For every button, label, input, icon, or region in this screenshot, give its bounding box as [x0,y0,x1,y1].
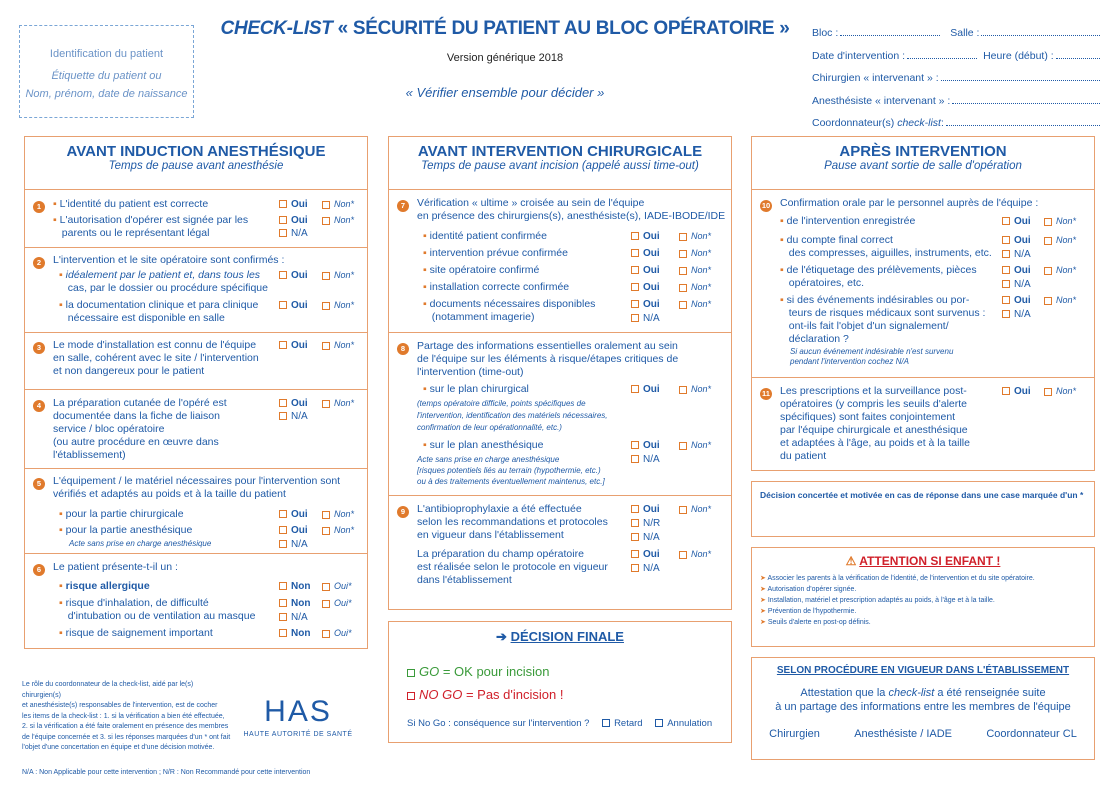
s8-item-anesthesique: sur le plan anesthésique [429,439,544,451]
s7a-oui-checkbox[interactable] [631,232,639,240]
attention-item: ➤ Seuils d'alerte en post-op définis. [760,619,871,626]
patient-label-hint: Étiquette du patient ou [51,70,162,82]
s9b-non-checkbox[interactable] [679,551,687,559]
s10a-non-checkbox[interactable] [1044,218,1052,226]
signature-chirurgien[interactable]: Chirurgien [769,728,820,740]
s3-non-checkbox[interactable] [322,342,330,350]
nogo-consequence: Si No Go : conséquence sur l'intervention ? Retard Annulation [407,718,713,729]
date-field[interactable] [907,49,977,59]
s2-item-documentation: la documentation clinique et para clinique [65,299,259,311]
s1-item-autorisation: L'autorisation d'opérer est signée par les [59,214,249,226]
anesthesiste-field[interactable] [952,94,1100,104]
s10-item-compte: du compte final correct [786,234,893,246]
chirurgien-field[interactable] [941,71,1100,81]
step-3-number: 3 [33,342,45,354]
s9b-oui-checkbox[interactable] [631,550,639,558]
s7b-oui-checkbox[interactable] [631,249,639,257]
s7e-oui-checkbox[interactable] [631,300,639,308]
legend-na-nr: N/A : Non Applicable pour cette intervention ; N/R : Non Recommandé pour cette intervention [22,769,311,776]
s2-item-patient: idéalement par le patient et, dans tous les [65,269,261,281]
s1b-na-checkbox[interactable] [279,229,287,237]
page-title: CHECK-LIST « SÉCURITÉ DU PATIENT AU BLOC OPÉRATOIRE » [220,18,790,39]
s10b-na-checkbox[interactable] [1002,250,1010,258]
s8-text: Partage des informations essentielles oralement au sein de l'équipe sur les éléments à risque/étapes critiques de l'intervention (time-out) [417,340,679,378]
s9a-oui-checkbox[interactable] [631,505,639,513]
s7a-non-checkbox[interactable] [679,233,687,241]
s11-oui-checkbox[interactable] [1002,387,1010,395]
attention-enfant-box [751,547,1095,647]
step-1-number: 1 [33,201,45,213]
nogo-option[interactable]: NO GO = Pas d'incision ! [407,687,563,702]
s7-text: Vérification « ultime » croisée au sein de l'équipe en présence des chirurgiens(s), anesthésiste(s), IADE-IBODE/IDE [417,197,726,222]
motto: « Vérifier ensemble pour décider » [405,85,605,100]
attention-title: ATTENTION SI ENFANT ! [859,554,1001,568]
s7-item-site: site opératoire confirmé [429,264,540,276]
s11-non-checkbox[interactable] [1044,388,1052,396]
s1b-non-checkbox[interactable] [322,217,330,225]
col1-title: AVANT INDUCTION ANESTHÉSIQUE [66,143,326,160]
col3-title: APRÈS INTERVENTION [839,143,1007,160]
s10d-non-checkbox[interactable] [1044,297,1052,305]
s7c-non-checkbox[interactable] [679,267,687,275]
s4-oui-checkbox[interactable] [279,399,287,407]
attention-item: ➤ Associer les parents à la vérification de l'identité, de l'intervention et du site opératoire. [760,575,1035,582]
annulation-checkbox[interactable] [655,719,663,727]
step-10-number: 10 [761,201,771,210]
s11-text: Les prescriptions et la surveillance post- opératoires (y compris les seuils d'alerte spécifiques) sont faites conjointement par l'équipe chirurgicale et anesthésique et adaptées à l'âge, au poids et à la taille du patient [780,385,970,462]
s1-non-checkbox[interactable] [322,201,330,209]
s10-note: Si aucun événement indésirable n'est survenu pendant l'intervention cochez N/A [790,347,954,366]
s2-heading: L'intervention et le site opératoire sont confirmés : [53,254,285,266]
step-7-number: 7 [397,200,409,212]
decision-finale-title: DÉCISION FINALE [510,629,624,644]
column-avant-intervention: AVANT INTERVENTION CHIRURGICALE Temps de pause avant incision (appelé aussi time-out) 7 Vérification « ultime » croisée au sein de l'équipe en présence des chirurgiens(s), anesthésiste(s), IADE-IBODE/IDE ▪ identité patient confirmée ▪ intervention prévue confirmée ▪ site opératoire confirmé ▪ installation correcte confirmée ▪ documents nécessaires disponibles (notamment imagerie) Oui Non* Oui Non* Oui Non* Oui Non* Oui Non* N/A 8 Partage des informations essentielles oralement au sein de l'équipe sur les éléments à risque/étapes critiques de l'intervention (time-out) ▪ sur le plan chirurgical (temps opératoire difficile, points spécifiques de l'intervention, identification des matériels nécessaires, confirmation de leur opérationnalité, etc.) ▪ sur le plan anesthésique Acte sans prise en charge anesthésique [risques potentiels liés au terrain (hypothermie, etc.) ou à des traitements éventuellement maintenus, etc.] Oui Non* Oui Non* N/A 9 L'antibioprophylaxie a été effectuée selon les recommandations et protocoles en vigueur dans l'établissement La préparation du champ opératoire est réalisée selon le protocole en vigueur dans l'établissement Oui Non* N/R N/A Oui Non* N/A [388,136,732,610]
s7c-oui-checkbox[interactable] [631,266,639,274]
s2b-non-checkbox[interactable] [322,302,330,310]
has-logo [238,695,358,738]
s5a-non-checkbox[interactable] [322,511,330,519]
s6b-na-checkbox[interactable] [279,613,287,621]
s5a-oui-checkbox[interactable] [279,510,287,518]
s10d-na-checkbox[interactable] [1002,310,1010,318]
column-avant-induction: AVANT INDUCTION ANESTHÉSIQUE Temps de pause avant anesthésie 1 ▪ L'identité du patient est correcte ▪ L'autorisation d'opérer est signée par les parents ou le représentant légal Oui Non* Oui Non* N/A 2 L'intervention et le site opératoire sont confirmés : ▪ idéalement par le patient et, dans tous les cas, par le dossier ou procédure spécifique ▪ la documentation clinique et para clinique nécessaire est disponible en salle Oui Non* Oui Non* 3 Le mode d'installation est connu de l'équipe en salle, cohérent avec le site / l'intervention et non dangereux pour le patient Oui Non* 4 La préparation cutanée de l'opéré est documentée dans la fiche de liaison service / bloc opératoire (ou autre procédure en œuvre dans l'établissement) Oui Non* N/A 5 L'équipement / le matériel nécessaires pour l'intervention sont vérifiés et adaptés au poids et à la taille du patient ▪ pour la partie chirurgicale ▪ pour la partie anesthésique Acte sans prise en charge anesthésique Oui Non* Oui Non* N/A 6 Le patient présente-t-il un : ▪ risque allergique ▪ risque d'inhalation, de difficulté d'intubation ou de ventilation au masque ▪ risque de saignement important Non Oui* Non Oui* N/A Non Oui* [24,136,368,649]
s10b-non-checkbox[interactable] [1044,237,1052,245]
s9-text: L'antibioprophylaxie a été effectuée selon les recommandations et protocoles en vigueur dans l'établissement [417,503,608,541]
s7d-oui-checkbox[interactable] [631,283,639,291]
s10-item-intervention: de l'intervention enregistrée [786,215,916,227]
section-1: 1 ▪ L'identité du patient est correcte ▪ L'autorisation d'opérer est signée par les parents ou le représentant légal Oui Non* Oui Non* N/A 2 L'intervention et le site opératoire sont confirmés : ▪ idéalement par le patient et, dans tous les cas, par le dossier ou procédure spécifique ▪ la documentation clinique et para clinique nécessaire est disponible en salle Oui Non* Oui Non* 3 Le mode d'installation est connu de l'équipe en salle, cohérent avec le site / l'intervention et non dangereux pour le patient Oui Non* [25,189,367,379]
s6b-oui-checkbox[interactable] [322,600,330,608]
s10-item-etiquetage: de l'étiquetage des prélèvements, pièces [786,264,977,276]
s8-chir-note: (temps opératoire difficile, points spécifiques de l'intervention, identification des matériels nécessaires, confirmation de leur opérationnalité, etc.) [417,399,608,432]
go-checkbox[interactable] [407,669,415,677]
step-9-number: 9 [397,506,409,518]
s10c-na-checkbox[interactable] [1002,280,1010,288]
s3-text: Le mode d'installation est connu de l'équipe en salle, cohérent avec le site / l'intervention et non dangereux pour le patient [53,339,259,377]
decision-finale-box [388,621,732,743]
coordonnateur-field[interactable] [946,116,1100,126]
s4-na-checkbox[interactable] [279,412,287,420]
s10-item-evenements: si des événements indésirables ou por- [786,294,970,306]
s7-item-installation: installation correcte confirmée [429,281,570,293]
salle-field[interactable] [981,26,1100,36]
s5b-non-checkbox[interactable] [322,527,330,535]
footnote: Le rôle du coordonnateur de la check-list, aidé par le(s) chirurgien(s) et anesthésiste(s) responsables de l'intervention, est de cocher les items de la check-list : 1. si la vérification a bien été effectuée, 2. si la vérification a été faite oralement en présence des membres de l'équipe concernée et 3. si les réponses marquées d'un * ont fait l'objet d'une concertation en équipe et d'une décision motivée. [22,681,231,751]
s8a-non-checkbox[interactable] [679,386,687,394]
s6-item-allergique: risque allergique [65,580,150,592]
s2b-oui-checkbox[interactable] [279,301,287,309]
s10a-oui-checkbox[interactable] [1002,217,1010,225]
s7-item-documents: documents nécessaires disponibles [429,298,596,310]
s8a-oui-checkbox[interactable] [631,385,639,393]
has-logo-text: HAS [264,695,332,728]
col2-title: AVANT INTERVENTION CHIRURGICALE [417,143,703,160]
procedure-text: Attestation que la check-list a été renseignée suite à un partage des informations entre les membres de l'équipe [775,687,1071,713]
s7e-na-checkbox[interactable] [631,314,639,322]
s7e-non-checkbox[interactable] [679,301,687,309]
s8b-non-checkbox[interactable] [679,442,687,450]
decision-concertee-text: Décision concertée et motivée en cas de réponse dans une case marquée d'un * [760,490,1084,500]
s5-item-anesthesique: pour la partie anesthésique [65,524,193,536]
s9-champ-text: La préparation du champ opératoire est réalisée selon le protocole en vigueur dans l'établissement [417,548,608,586]
attention-item: ➤ Prévention de l'hypothermie. [760,608,857,615]
s10c-oui-checkbox[interactable] [1002,266,1010,274]
header-fields: Bloc : Salle : Date d'intervention : Heure (début) : Chirurgien « intervenant » : Anesthésiste « intervenant » : Coordonnateur(s) check-list : [812,22,1102,135]
s7d-non-checkbox[interactable] [679,284,687,292]
col1-subtitle: Temps de pause avant anesthésie [108,160,284,172]
s8b-oui-checkbox[interactable] [631,441,639,449]
s2a-non-checkbox[interactable] [322,272,330,280]
s5-note: Acte sans prise en charge anesthésique [69,539,212,548]
has-name: HAUTE AUTORITÉ DE SANTÉ [243,731,353,738]
s7-item-intervention: intervention prévue confirmée [429,247,568,259]
step-4-number: 4 [33,400,45,412]
nogo-checkbox[interactable] [407,692,415,700]
s5b-na-checkbox[interactable] [279,540,287,548]
col3-subtitle: Pause avant sortie de salle d'opération [824,160,1022,172]
s7b-non-checkbox[interactable] [679,250,687,258]
s6a-oui-checkbox[interactable] [322,583,330,591]
s6c-oui-checkbox[interactable] [322,630,330,638]
s5-item-chirurgicale: pour la partie chirurgicale [65,508,184,520]
decision-concertee-box [751,481,1095,537]
warning-icon: ⚠ [845,554,857,568]
bloc-field[interactable] [840,26,940,36]
col2-subtitle: Temps de pause avant incision (appelé aussi time-out) [421,160,699,172]
s5b-oui-checkbox[interactable] [279,526,287,534]
procedure-box [751,657,1095,760]
procedure-title: SELON PROCÉDURE EN VIGUEUR DANS L'ÉTABLISSEMENT [776,665,1070,676]
s1-oui-checkbox[interactable] [279,200,287,208]
s6-item-inhalation: risque d'inhalation, de difficulté [65,597,209,609]
step-2-number: 2 [33,257,45,269]
signature-coordonnateur[interactable]: Coordonnateur CL [986,728,1077,740]
s4-non-checkbox[interactable] [322,400,330,408]
attention-item: ➤ Installation, matériel et prescription adaptés au poids, à l'âge et à la taille. [760,597,995,604]
go-option[interactable]: GO = OK pour incision [407,664,549,679]
s6-item-saignement: risque de saignement important [65,627,213,639]
s10b-oui-checkbox[interactable] [1002,236,1010,244]
s6-heading: Le patient présente-t-il un : [53,561,178,573]
s1-item-identite: L'identité du patient est correcte [59,198,209,210]
s5-text: L'équipement / le matériel nécessaires pour l'intervention sont vérifiés et adaptés au poids et à la taille du patient [53,475,341,500]
version: Version générique 2018 [446,52,564,64]
attention-list [752,568,1094,628]
s7-item-identite: identité patient confirmée [429,230,547,242]
patient-id-title: Identification du patient [49,48,164,60]
s9a-na-checkbox[interactable] [631,533,639,541]
s9a-nr-checkbox[interactable] [631,519,639,527]
s9b-na-checkbox[interactable] [631,564,639,572]
s10d-oui-checkbox[interactable] [1002,296,1010,304]
s10c-non-checkbox[interactable] [1044,267,1052,275]
s8-anes-note: Acte sans prise en charge anesthésique [risques potentiels liés au terrain (hypothermie, etc.) ou à des traitements éventuellement maintenus, etc.] [417,455,605,486]
step-6-number: 6 [33,564,45,576]
attention-item: ➤ Autorisation d'opérer signée. [760,586,857,593]
s9a-non-checkbox[interactable] [679,506,687,514]
s8b-na-checkbox[interactable] [631,455,639,463]
step-11-number: 11 [760,388,772,400]
step-5-number: 5 [33,478,45,490]
s6a-non-checkbox[interactable] [279,582,287,590]
patient-name-hint: Nom, prénom, date de naissance [25,88,188,100]
s10-heading: Confirmation orale par le personnel auprès de l'équipe : [780,197,1039,209]
retard-checkbox[interactable] [602,719,610,727]
s4-text: La préparation cutanée de l'opéré est documentée dans la fiche de liaison service / bloc opératoire (ou autre procédure en œuvre dans l'établissement) [53,397,227,461]
column-apres-intervention: APRÈS INTERVENTION Pause avant sortie de salle d'opération 10 Confirmation orale par le personnel auprès de l'équipe : ▪ de l'intervention enregistrée ▪ du compte final correct des compresses, aiguilles, instruments, etc. ▪ de l'étiquetage des prélèvements, pièces opératoires, etc. ▪ si des événements indésirables ou por- teurs de risques médicaux sont survenus : ont-ils fait l'objet d'un signalement/ déclaration ? Si aucun événement indésirable n'est survenu pendant l'intervention cochez N/A Oui Non* Oui Non* N/A Oui Non* N/A Oui Non* N/A 11 Les prescriptions et la surveillance post- opératoires (y compris les seuils d'alerte spécifiques) sont faites conjointement par l'équipe chirurgicale et anesthésique et adaptées à l'âge, au poids et à la taille du patient Oui Non* [751,136,1095,471]
arrow-right-icon: ➔ [496,629,507,644]
s3-oui-checkbox[interactable] [279,341,287,349]
heure-field[interactable] [1056,49,1100,59]
s8-item-chirurgical: sur le plan chirurgical [429,383,529,395]
patient-id-box [19,25,194,118]
s1b-oui-checkbox[interactable] [279,216,287,224]
s6b-non-checkbox[interactable] [279,599,287,607]
signature-anesthesiste[interactable]: Anesthésiste / IADE [854,728,953,740]
step-8-number: 8 [397,343,409,355]
s6c-non-checkbox[interactable] [279,629,287,637]
s2a-oui-checkbox[interactable] [279,271,287,279]
